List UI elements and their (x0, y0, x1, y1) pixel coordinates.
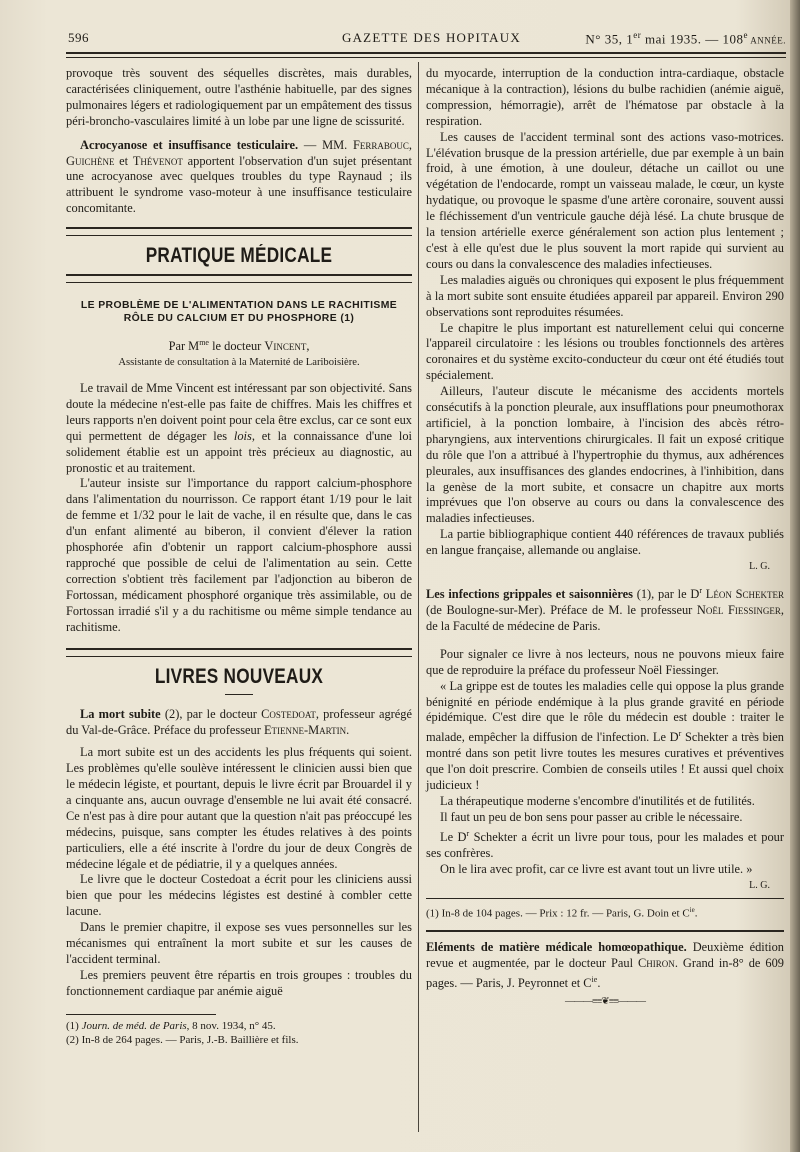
section-rule (66, 274, 412, 283)
section-rule (66, 227, 412, 236)
book-title: La mort subite (80, 707, 161, 722)
acro-title: Acrocyanose et insuffisance testiculaire. (80, 137, 299, 152)
paragraph-causes: Les causes de l'accident terminal sont des actions vaso-motrices. L'élévation brusque de la pression artérielle, due par exemple à un bain froid, à une émotion, à une douleur, détache un caillot ou une végétation de l'endocarde, rompt un vaisseau malade, le cœur, un kyste hydatique, ou provoque le spasme d'une artère coronaire, souvent aussi le fléchissement d'un ventricule gauche déjà lésé. La chute brusque de la tension artérielle exerce généralement son action plus lentement ; c'est à elle qu'est due le plus souvent la mort rapide qui survient au cours ou dans la convalescence des maladies infectieuses. (426, 129, 784, 271)
book-entry-homoeopathie: Eléments de matière médicale homœopathique. Deuxième édition revue et augmentée, par le docteur Paul Chiron. Grand in-8° de 609 pages. — Paris, J. Peyronnet et $C^{ie}$. (426, 940, 785, 991)
separator-rule (426, 930, 784, 932)
book-spine-edge (790, 0, 800, 1152)
paragraph-lira: On le lira avec profit, car ce livre est avant tout un livre utile. » (440, 861, 753, 876)
paragraph-intro: provoque très souvent des séquelles discrètes, mais durables, caractérisées cliniquement, outre l'asthénie habituelle, par des signes pulmonaires légers et radiologiquement par un empâtement des tissus péri-broncho-vasculaires limité à un lobe par une ligne de scissurité. (66, 66, 412, 128)
paragraph-acrocyanose: Acrocyanose et insuffisance testiculaire. — MM. Ferrabouc, Guichène et Thévenot apportent l'observation d'un sujet présentant une acrocyanose avec quelques troubles du type Raynaud ; ils attribuent le syndrome vaso-moteur à une insuffisance testiculaire concomitante. (66, 137, 412, 216)
book-entry-grippe: Les infections grippales et saisonnières (1), par le $D^r$ Léon Schekter (de Boulogne-sur-Mer). Préface de M. le professeur Noël Fiessinger, de la Faculté de médecine de Paris. (426, 586, 784, 633)
paragraph-therapeutique: La thérapeutique moderne s'encombre d'inutilités et de futilités. (440, 794, 755, 809)
paragraph-mort-1: La mort subite est un des accidents les plus fréquents qui soient. Les problèmes qu'elle soulève intéressent le clinicien aussi bien que le médecin légiste, et pourtant, depuis le livre écrit par Brouardel il y a cinquante ans, aucun ouvrage d'ensemble ne lui avait été consacré. Ce n'est pas à dire pour autant que la question n'ait pas préoccupé les médecins, puisque, sans compter les études relatives à des points particuliers, elle a été inscrite à l'ordre du jour de deux Congrès de médecine légale et de pédiatrie, il y a quelques années. (66, 745, 412, 871)
paragraph-mort-3: Dans le premier chapitre, il expose ses vues personnelles sur les mécanismes qui entraînent la mort subite et sur les causes de l'accident terminal. (66, 920, 412, 966)
header-rule-thin (66, 57, 786, 58)
footnote-rule (66, 1014, 216, 1015)
paragraph-mort-2: Le livre que le docteur Costedoat a écrit pour les cliniciens aussi bien que pour les médecins légistes est destiné à combler cette lacune. (66, 872, 412, 919)
signature: L. G. (749, 879, 770, 891)
header-rule (66, 52, 786, 54)
paragraph-maladies: Les maladies aiguës ou chroniques qui exposent le plus fréquemment à la mort subite sont ensuite étudiées appareil par appareil. Environ 290 observations sont reproduites résumées. (426, 272, 784, 319)
paragraph-bibliographie: La partie bibliographique contient 440 références de travaux publiés en langue française, allemande ou anglaise. (426, 527, 784, 558)
issue-info: N° 35, 1er mai 1935. — 108e ANNÉE. (585, 30, 786, 47)
article-byline: Par $M^{me}$ le docteur Vincent, (168, 338, 310, 354)
ornament-divider: ———≡≡❦≡≡——— (565, 996, 645, 1008)
paragraph-chapitre: Le chapitre le plus important est naturellement celui qui concerne l'appareil circulatoire : les lésions ou troubles fonctionnels des artères coronaires et du système excito-conducteur du cœur ont été étudiés tout spécialement. (426, 320, 784, 383)
book-title: Eléments de matière médicale homœopathique. (426, 940, 687, 955)
article-author-role: Assistante de consultation à la Maternité de Lariboisière. (118, 357, 360, 369)
signature: L. G. (749, 561, 770, 573)
section-rule (66, 648, 412, 657)
paragraph-continued: du myocarde, interruption de la conduction intra-cardiaque, obstacle mécanique à la contraction), lésions du bulbe rachidien (anémie aiguë, compression, hémorragie), arrêt de l'hématose par obstacle à la respiration. (426, 66, 784, 128)
paragraph-bon-sens: Il faut un peu de bon sens pour passer au crible le nécessaire. (440, 810, 743, 825)
footnote-rule (426, 898, 784, 899)
book-entry-mort-subite: La mort subite (2), par le docteur Costedoat, professeur agrégé du Val-de-Grâce. Préface du professeur Etienne-Martin. (66, 707, 412, 738)
page-number: 596 (68, 30, 89, 45)
right-column (426, 66, 784, 1010)
paragraph-travail: Le travail de Mme Vincent est intéressant par son objectivité. Sans doute la médecine n'est-elle pas faite de chiffres. Mais les chiffres et leurs rapports n'en doivent point pour cela être exclus, car ce sont eux qui permettent de dégager les lois, et la connaissance d'une loi solidement établie est un appoint très précieux au diagnostic, au pronostic et au traitement. (66, 381, 412, 475)
paragraph-signaler: Pour signaler ce livre à nos lecteurs, nous ne pouvons mieux faire que de reproduire la préface du professeur Noël Fiessinger. (426, 646, 784, 677)
short-rule (225, 694, 253, 695)
article-title: LE PROBLÈME DE L'ALIMENTATION DANS LE RACHITISME RÔLE DU CALCIUM ET DU PHOSPHORE (1) (80, 300, 398, 325)
journal-title: GAZETTE DES HOPITAUX (342, 30, 521, 45)
footnote-1: (1) Journ. de méd. de Paris, 8 nov. 1934, n° 45. (66, 1019, 276, 1032)
paragraph-auteur: L'auteur insiste sur l'importance du rapport calcium-phosphore dans l'alimentation du nourrisson. Ce rapport étant 1/19 pour le lait de femme et 1/32 pour le lait de vache, il en résulte que, dans le cas d'un enfant alimenté au biberon, il convient d'élever la ration phosphorée afin d'obtenir un rapport calcium-phosphore aussi rapproché que possible de celui de l'alimentation au sein. Cette correction s'obtient très facilement par l'adjonction au biberon de Fortossan, médicament phosphoré organique très assimilable, ou de Fortossan irradié s'il y a du rachitisme ou même simple tendance au rachitisme. (66, 476, 412, 634)
left-column (66, 66, 412, 1047)
running-header (68, 28, 786, 50)
book-title: Les infections grippales et saisonnières (426, 587, 633, 602)
paragraph-mort-4: Les premiers peuvent être répartis en trois groupes : troubles du fonctionnement cardiaque par anémie aiguë (66, 967, 412, 998)
paragraph-livre-pour-tous: Le $D^r$ Schekter a écrit un livre pour tous, pour les malades et pour ses confrères. (426, 828, 784, 860)
footnote-2: (2) In-8 de 264 pages. — Paris, J.-B. Baillière et fils. (66, 1033, 299, 1046)
column-separator (418, 62, 419, 1132)
footnote-3: (1) In-8 de 104 pages. — Prix : 12 fr. — Paris, G. Doin et $C^{ie}$. (426, 905, 698, 920)
paragraph-ailleurs: Ailleurs, l'auteur discute le mécanisme des accidents mortels consécutifs à la ponction pleurale, aux insufflations pour pneumothorax artificiel, à la ponction lombaire, à l'incision des abcès rétro-pharyngiens, aux interventions chirurgicales. Il fait un exposé critique du rôle que l'on a attribué à l'hypertrophie du thymus, aux adhérences pleurales, aux insuffisances des glandes endocrines, à l'inhibition, dans la genèse de la mort subite, et consacre un chapitre aux morts imprévues que l'on observe au cours ou dans la convalescence des maladies infectieuses. (426, 384, 784, 526)
section-title-livres: LIVRES NOUVEAUX (154, 664, 324, 688)
section-title-pratique: PRATIQUE MÉDICALE (145, 244, 333, 268)
paragraph-quote: « La grippe est de toutes les maladies celle qui oppose la plus grande bénignité en période endémique à la plus grande gravité en période épidémique. C'est dire que le rôle du médecin est double : traiter le malade, empêcher la diffusion de l'infection. Le $D^r$ Schekter a très bien montré dans son petit livre toutes les mesures curatives et préventives que l'on doit prescrire. Combien de conseils utiles ! Et aussi quel choix judicieux ! (426, 678, 784, 793)
